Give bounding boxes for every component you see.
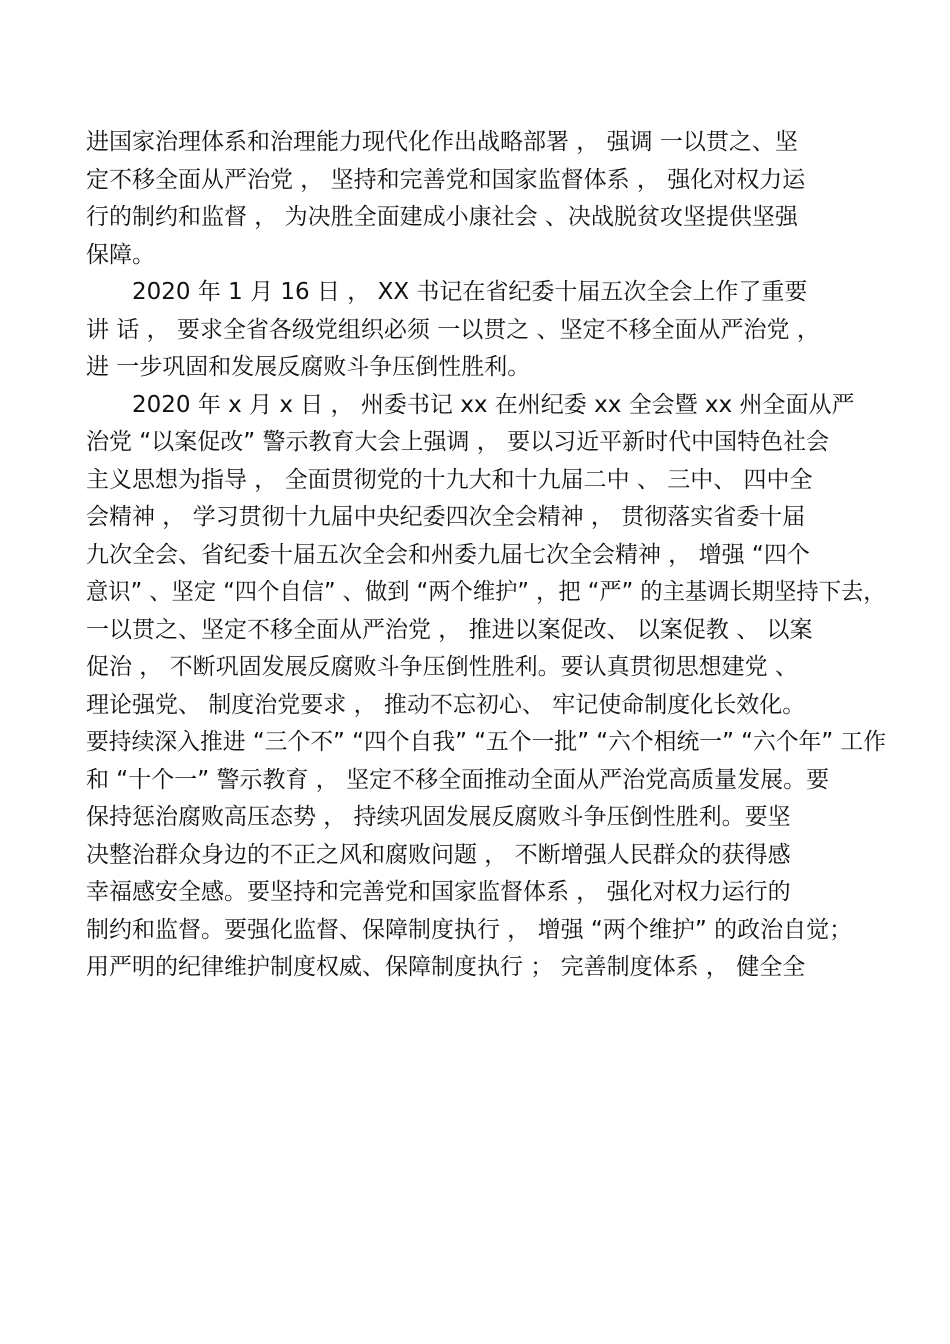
text-line: 2020 年 x 月 x 日 ， 州委书记 xx 在州纪委 xx 全会暨 xx 州全面从严 xyxy=(86,391,855,418)
text-line: 会精神 ， 学习贯彻十九届中央纪委四次全会精神 ， 贯彻落实省委十届 xyxy=(86,504,806,530)
text-line: 一以贯之、坚定不移全面从严治党 ， 推进以案促改、 以案促教 、 以案 xyxy=(86,616,813,643)
text-line: 幸福感安全感。要坚持和完善党和国家监督体系 ， 强化对权力运行的 xyxy=(86,879,791,905)
text-line: 进 一步巩固和发展反腐败斗争压倒性胜利。 xyxy=(86,354,531,380)
text-line: 治党 “以案促改” 警示教育大会上强调 ， 要以习近平新时代中国特色社会 xyxy=(86,429,830,455)
text-line: 制约和监督。要强化监督、保障制度执行 ， 增强 “两个维护” 的政治自觉； xyxy=(86,916,853,943)
text-line: 促治 ， 不断巩固发展反腐败斗争压倒性胜利。要认真贯彻思想建党 、 xyxy=(86,654,798,680)
text-line: 意识” 、坚定 “四个自信” 、做到 “两个维护” ，把 “严” 的主基调长期坚持下去， xyxy=(86,579,886,605)
text-line: 和 “十个一” 警示教育 ， 坚定不移全面推动全面从严治党高质量发展。要 xyxy=(86,766,830,793)
body-text xyxy=(86,124,886,987)
text-line: 保持惩治腐败高压态势 ， 持续巩固发展反腐败斗争压倒性胜利。要坚 xyxy=(86,804,791,830)
text-line: 决整治群众身边的不正之风和腐败问题 ， 不断增强人民群众的获得感 xyxy=(86,841,791,868)
text-line: 进国家治理体系和治理能力现代化作出战略部署 ， 强调 一以贯之、坚 xyxy=(86,129,798,155)
text-line: 行的制约和监督 ， 为决胜全面建成小康社会 、决战脱贫攻坚提供坚强 xyxy=(86,204,798,230)
text-line: 九次全会、省纪委十届五次全会和州委九届七次全会精神 ， 增强 “四个 xyxy=(86,541,810,568)
text-line: 保障。 xyxy=(86,241,155,268)
text-line: 定不移全面从严治党 ， 坚持和完善党和国家监督体系 ， 强化对权力运 xyxy=(86,166,806,193)
text-line: 用严明的纪律维护制度权威、保障制度执行 ； 完善制度体系 ， 健全全 xyxy=(86,954,806,980)
text-line: 要持续深入推进 “三个不” “四个自我” “五个一批” “六个相统一” “六个年” 工作 xyxy=(86,729,886,755)
text-line: 讲 话 ， 要求全省各级党组织必须 一以贯之 、坚定不移全面从严治党 ， xyxy=(86,316,820,343)
text-line: 2020 年 1 月 16 日 ， XX 书记在省纪委十届五次全会上作了重要 xyxy=(86,279,808,305)
text-line: 理论强党、 制度治党要求 ， 推动不忘初心、 牢记使命制度化长效化。 xyxy=(86,691,806,718)
text-line: 主义思想为指导 ， 全面贯彻党的十九大和十九届二中 、 三中、 四中全 xyxy=(86,466,813,493)
